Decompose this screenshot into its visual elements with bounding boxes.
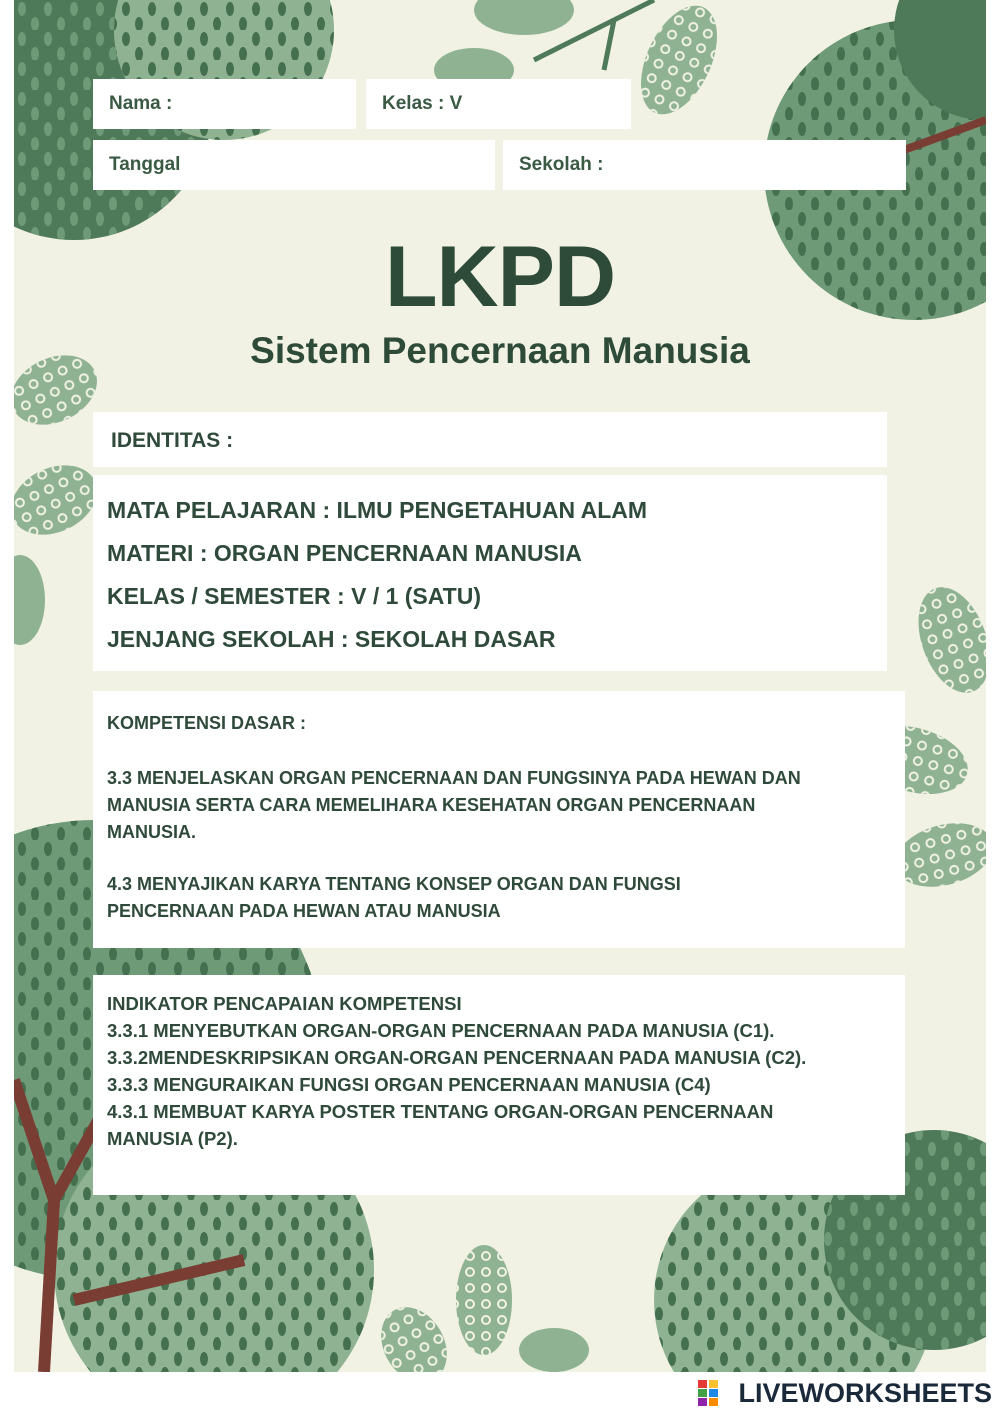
kd-line: 3.3 MENJELASKAN ORGAN PENCERNAAN DAN FUNGSINYA PADA HEWAN DAN <box>107 768 801 788</box>
indikator-box <box>93 975 905 1195</box>
indikator-line: MANUSIA (P2). <box>107 1128 238 1149</box>
tanggal-label: Tanggal <box>109 154 181 175</box>
kd-line: PENCERNAAN PADA HEWAN ATAU MANUSIA <box>107 901 501 921</box>
kelas-label: Kelas : V <box>382 93 463 114</box>
sekolah-field[interactable] <box>503 140 906 190</box>
kd-line: MANUSIA SERTA CARA MEMELIHARA KESEHATAN ORGAN PENCERNAAN <box>107 795 756 815</box>
liveworksheets-logo-icon <box>698 1380 718 1406</box>
kompetensi-box <box>93 691 905 948</box>
identitas-line: MATA PELAJARAN : ILMU PENGETAHUAN ALAM <box>107 497 648 523</box>
identitas-heading: IDENTITAS : <box>111 429 234 452</box>
sekolah-label: Sekolah : <box>519 154 604 175</box>
nama-field[interactable] <box>93 79 356 129</box>
identitas-line: JENJANG SEKOLAH : SEKOLAH DASAR <box>107 626 556 652</box>
kelas-field[interactable] <box>366 79 631 129</box>
kd-line: MANUSIA. <box>107 822 196 842</box>
footer-bar <box>0 1372 1000 1413</box>
identitas-box <box>93 475 887 671</box>
page-subtitle: Sistem Pencernaan Manusia <box>250 330 750 371</box>
kd-4-3 <box>107 871 681 925</box>
identitas-line: KELAS / SEMESTER : V / 1 (SATU) <box>107 583 481 609</box>
tanggal-field[interactable] <box>93 140 495 190</box>
indikator-heading: INDIKATOR PENCAPAIAN KOMPETENSI <box>107 993 462 1014</box>
indikator-list <box>107 990 806 1152</box>
identitas-heading-box <box>93 412 887 467</box>
indikator-line: 3.3.3 MENGURAIKAN FUNGSI ORGAN PENCERNAAN MANUSIA (C4) <box>107 1074 711 1095</box>
kompetensi-heading: KOMPETENSI DASAR : <box>107 713 307 733</box>
identitas-lines <box>107 489 647 661</box>
indikator-line: 3.3.2MENDESKRIPSIKAN ORGAN-ORGAN PENCERNAAN PADA MANUSIA (C2). <box>107 1047 807 1068</box>
indikator-line: 3.3.1 MENYEBUTKAN ORGAN-ORGAN PENCERNAAN PADA MANUSIA (C1). <box>107 1020 775 1041</box>
liveworksheets-brand[interactable]: LIVEWORKSHEETS <box>738 1378 992 1408</box>
worksheet-page <box>14 0 986 1372</box>
kd-line: 4.3 MENYAJIKAN KARYA TENTANG KONSEP ORGAN DAN FUNGSI <box>107 874 681 894</box>
indikator-line: 4.3.1 MEMBUAT KARYA POSTER TENTANG ORGAN-ORGAN PENCERNAAN <box>107 1101 774 1122</box>
kd-3-3 <box>107 765 801 846</box>
page-title: LKPD <box>384 229 616 325</box>
nama-label: Nama : <box>109 93 173 114</box>
identitas-line: MATERI : ORGAN PENCERNAAN MANUSIA <box>107 540 582 566</box>
